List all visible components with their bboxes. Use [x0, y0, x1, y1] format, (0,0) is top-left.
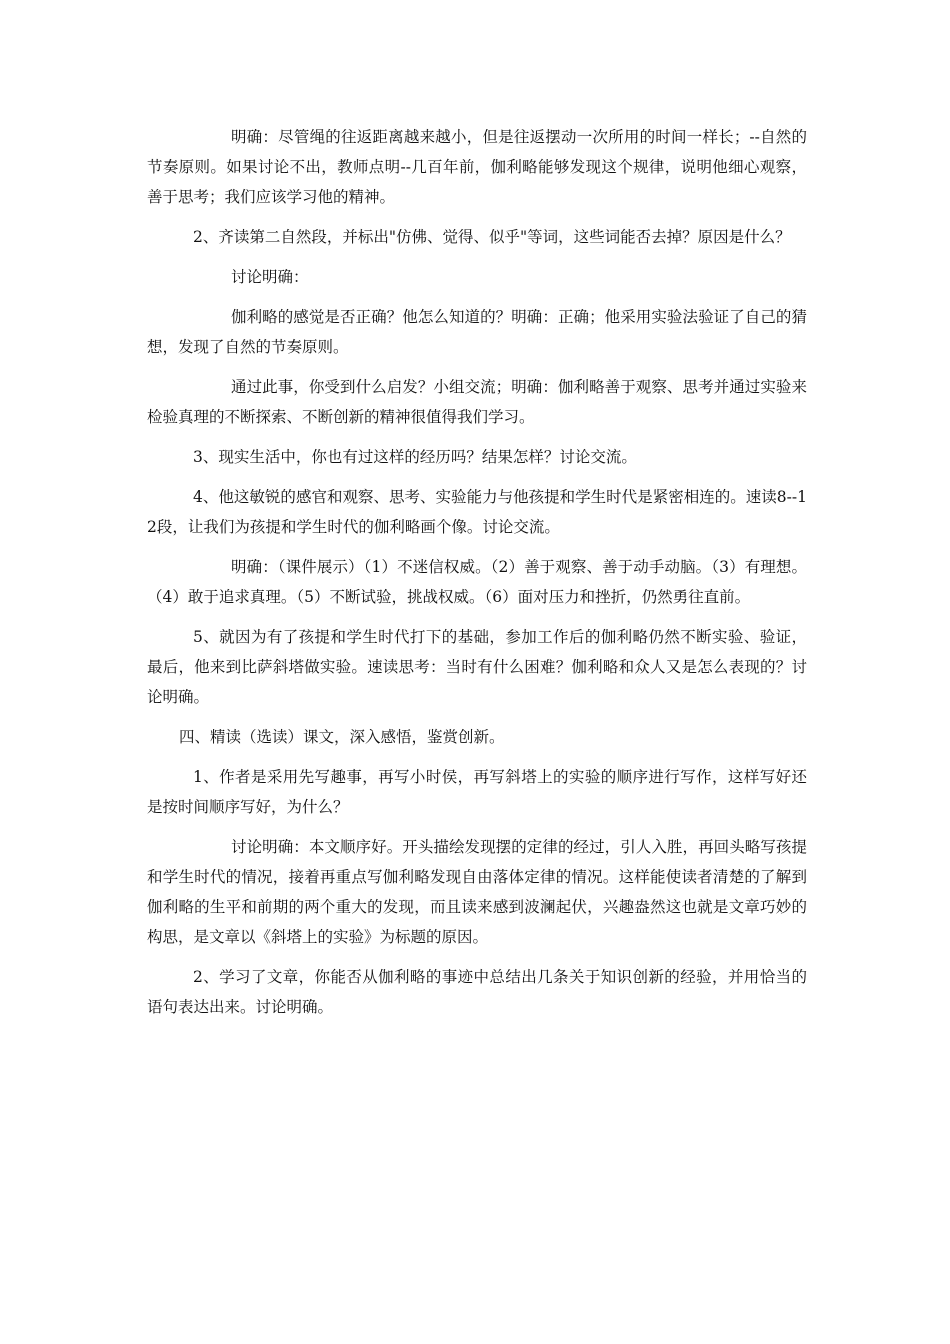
section-heading-four: 四、精读（选读）课文，深入感悟，鉴赏创新。: [179, 728, 505, 746]
paragraph-conclusion-rhythm: 明确：尽管绳的往返距离越来越小，但是往返摆动一次所用的时间一样长；--自然的节奏原则。如果讨论不出，教师点明--几百年前，伽利略能够发现这个规律，说明他细心观察，善于思考；我们应该学习他的精神。: [147, 128, 807, 206]
paragraph-section4-question-1: 1、作者是采用先写趣事，再写小时侯，再写斜塔上的实验的顺序进行写作，这样写好还是按时间顺序写好，为什么？: [147, 768, 807, 816]
paragraph-section4-question-2: 2、学习了文章，你能否从伽利略的事迹中总结出几条关于知识创新的经验，并用恰当的语句表达出来。讨论明确。: [147, 968, 807, 1016]
paragraph-question-5: 5、就因为有了孩提和学生时代打下的基础，参加工作后的伽利略仍然不断实验、验证，最后，他来到比萨斜塔做实验。速读思考：当时有什么困难？伽利略和众人又是怎么表现的？讨论明确。: [147, 628, 807, 706]
paragraph-portrait-answer: 明确：（课件展示）（1）不迷信权威。（2）善于观察、善于动手动脑。（3）有理想。（4）敢于追求真理。（5）不断试验，挑战权威。（6）面对压力和挫折，仍然勇往直前。: [147, 558, 807, 606]
paragraph-feeling-correct: 伽利略的感觉是否正确？他怎么知道的？明确：正确；他采用实验法验证了自己的猜想，发现了自然的节奏原则。: [147, 308, 807, 356]
paragraph-question-3: 3、现实生活中，你也有过这样的经历吗？结果怎样？讨论交流。: [193, 448, 637, 466]
paragraph-discussion-heading: 讨论明确：: [231, 268, 309, 286]
paragraph-question-4: 4、他这敏锐的感官和观察、思考、实验能力与他孩提和学生时代是紧密相连的。速读8--12段，让我们为孩提和学生时代的伽利略画个像。讨论交流。: [147, 488, 807, 536]
document-body: [147, 122, 807, 1032]
paragraph-structure-discussion: 讨论明确：本文顺序好。开头描绘发现摆的定律的经过，引人入胜，再回头略写孩提和学生时代的情况，接着再重点写伽利略发现自由落体定律的情况。这样能使读者清楚的了解到伽利略的生平和前期的两个重大的发现，而且读来感到波澜起伏，兴趣盎然这也就是文章巧妙的构思，是文章以《斜塔上的实验》为标题的原因。: [147, 838, 807, 946]
paragraph-question-2: 2、齐读第二自然段，并标出"仿佛、觉得、似乎"等词，这些词能否去掉？原因是什么？: [193, 228, 791, 246]
paragraph-inspiration: 通过此事，你受到什么启发？小组交流；明确：伽利略善于观察、思考并通过实验来检验真理的不断探索、不断创新的精神很值得我们学习。: [147, 378, 807, 426]
